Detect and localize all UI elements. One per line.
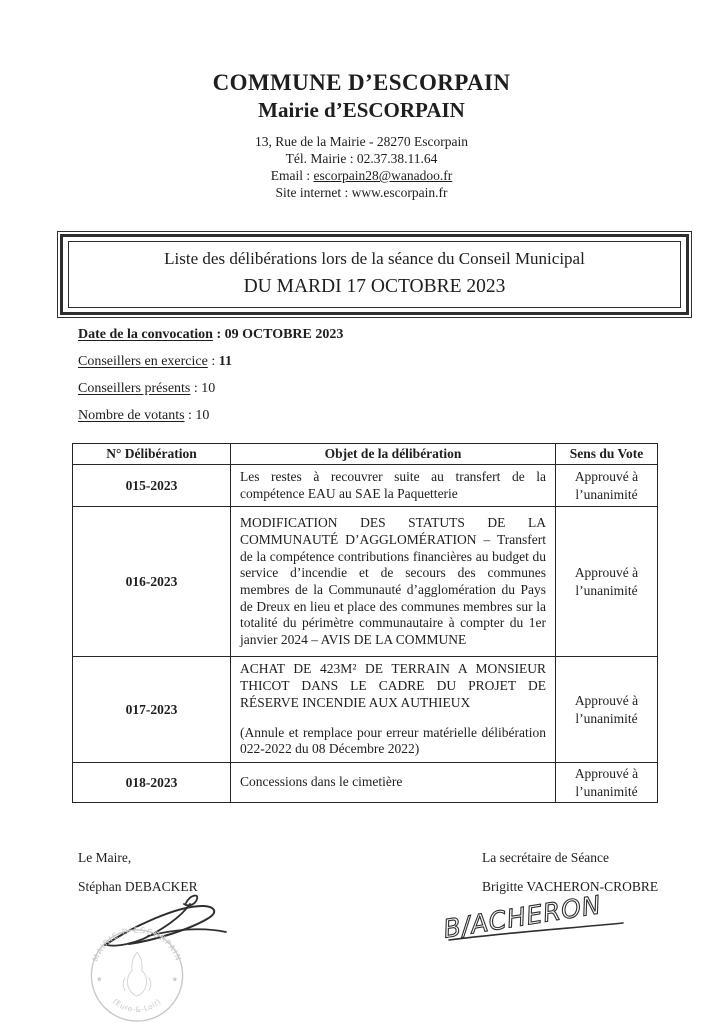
email-label: Email : xyxy=(270,168,314,183)
deliberation-vote: Approuvé à l’unanimité xyxy=(556,507,658,657)
presents-value: 10 xyxy=(201,381,216,396)
session-title-box-inner xyxy=(68,241,681,308)
session-title-line1: Liste des délibérations lors de la séance du Conseil Municipal xyxy=(164,249,585,268)
table-row xyxy=(73,465,658,507)
secretaire-title: La secrétaire de Séance xyxy=(482,850,610,865)
exercice-label: Conseillers en exercice xyxy=(78,354,208,369)
stamp-top-text: MAIRIE D’ESCORPAIN xyxy=(90,927,184,963)
header-num: N° Délibération xyxy=(73,444,231,465)
svg-text:MAIRIE D’ESCORPAIN xyxy=(91,927,183,963)
objet-paragraph: Les restes à recouvrer suite au transfert de la compétence EAU au SAE la Paquetterie xyxy=(240,469,546,501)
secretaire-name: Brigitte VACHERON-CROBRE xyxy=(482,879,659,894)
session-title-box xyxy=(57,231,692,318)
email-link[interactable]: escorpain28@wanadoo.fr xyxy=(313,168,453,183)
table-row xyxy=(73,507,658,657)
svg-text:(Eure-&-Loir) xyxy=(111,997,163,1014)
meeting-info xyxy=(78,326,343,434)
stamp-star-left-icon: ★ xyxy=(96,976,103,984)
deliberation-objet xyxy=(231,465,556,507)
phone-line: Tél. Mairie : 02.37.38.11.64 xyxy=(285,151,438,166)
maire-name: Stéphan DEBACKER xyxy=(78,879,198,894)
votants-line xyxy=(78,407,343,424)
maire-title: Le Maire, xyxy=(78,850,132,865)
deliberation-objet xyxy=(231,507,556,657)
letterhead xyxy=(0,70,723,201)
session-title-line2: DU MARDI 17 OCTOBRE 2023 xyxy=(243,276,506,297)
website-label: Site internet : xyxy=(275,185,352,200)
votants-value: 10 xyxy=(195,408,210,423)
deliberation-objet xyxy=(231,763,556,803)
separator: : xyxy=(184,408,196,423)
email-line xyxy=(0,167,723,184)
convocation-value: 09 OCTOBRE 2023 xyxy=(224,327,344,342)
session-title-box-mid xyxy=(60,234,689,315)
objet-paragraph: MODIFICATION DES STATUTS DE LA COMMUNAUTÉ D’AGGLOMÉRATION – Transfert de la compétence contributions financières au budget du service d’incendie et de secours des communes membres de la Communauté d’agglomération du Pays de Dreux en lieu et place des communes membres sur la totalité du périmètre communautaire à compter du 1er janvier 2024 – AVIS DE LA COMMUNE xyxy=(240,515,546,648)
mairie-subtitle: Mairie d’ESCORPAIN xyxy=(258,98,465,122)
deliberation-number: 015-2023 xyxy=(73,465,231,507)
deliberation-vote: Approuvé à l’unanimité xyxy=(556,763,658,803)
website-value: www.escorpain.fr xyxy=(351,185,448,200)
objet-paragraph-note: (Annule et remplace pour erreur matérielle délibération 022-2022 du 08 Décembre 2022) xyxy=(240,724,546,757)
mairie-stamp xyxy=(88,927,186,1024)
table-header-row xyxy=(73,444,658,465)
deliberations-table xyxy=(72,443,658,803)
website-line xyxy=(0,184,723,201)
objet-paragraph: Concessions dans le cimetière xyxy=(240,774,403,790)
deliberation-number: 018-2023 xyxy=(73,763,231,803)
presents-label: Conseillers présents xyxy=(78,381,191,396)
separator: : xyxy=(212,327,225,342)
separator: : xyxy=(207,354,219,369)
objet-paragraph: ACHAT DE 423M² DE TERRAIN A MONSIEUR THICOT DANS LE CADRE DU PROJET DE RÉSERVE INCENDIE AUX AUTHIEUX xyxy=(240,661,546,710)
stamp-emblem xyxy=(123,952,151,996)
exercice-value: 11 xyxy=(218,354,232,369)
presents-line xyxy=(78,380,343,397)
header-objet: Objet de la délibération xyxy=(231,444,556,465)
header-vote: Sens du Vote xyxy=(556,444,658,465)
deliberation-objet xyxy=(231,657,556,763)
secretaire-signature-scribble xyxy=(433,888,629,946)
commune-title: COMMUNE D’ESCORPAIN xyxy=(212,70,511,95)
deliberation-vote: Approuvé à l’unanimité xyxy=(556,465,658,507)
stamp-bottom-text: (Eure-&-Loir) xyxy=(111,996,163,1015)
separator: : xyxy=(190,381,202,396)
exercice-line xyxy=(78,353,343,370)
deliberation-vote: Approuvé à l’unanimité xyxy=(556,657,658,763)
address-block xyxy=(0,133,723,201)
stamp-star-right-icon: ★ xyxy=(171,976,178,984)
address-line: 13, Rue de la Mairie - 28270 Escorpain xyxy=(255,134,468,149)
convocation-label: Date de la convocation xyxy=(78,327,213,342)
votants-label: Nombre de votants xyxy=(78,408,185,423)
deliberation-number: 017-2023 xyxy=(73,657,231,763)
convocation-line xyxy=(78,326,343,343)
table-row xyxy=(73,763,658,803)
table-row xyxy=(73,657,658,763)
secretaire-signature-text: B/ACHERON xyxy=(441,890,604,944)
deliberation-number: 016-2023 xyxy=(73,507,231,657)
